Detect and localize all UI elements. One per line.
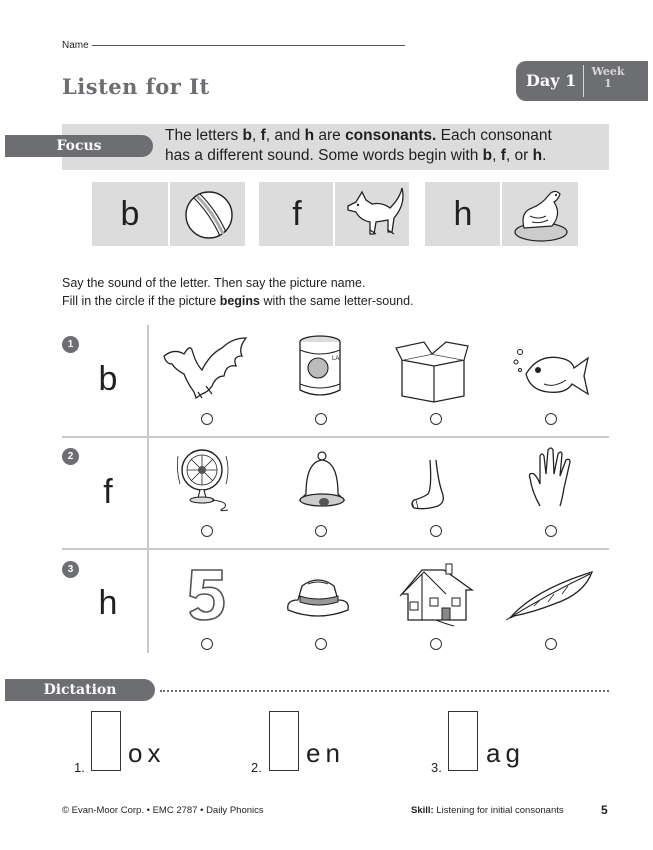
page-title: Listen for It: [62, 74, 210, 99]
hen-icon: [510, 184, 572, 244]
focus-text-part: ,: [252, 127, 261, 144]
dictation-number: 1.: [74, 760, 85, 775]
foot-icon: [408, 458, 464, 512]
focus-text-part: Each consonant: [436, 127, 552, 144]
answer-circle[interactable]: [430, 413, 442, 425]
focus-letter-b: b: [482, 147, 493, 164]
dictation-answer-box[interactable]: [91, 711, 121, 771]
row-letter: f: [103, 473, 113, 511]
footer-skill: [411, 805, 564, 816]
box-icon: [396, 340, 470, 402]
answer-circle[interactable]: [430, 638, 442, 650]
focus-text-part: has a different sound. Some words begin with: [165, 147, 483, 164]
day-label: Day 1: [526, 71, 577, 90]
bell-icon: [296, 450, 348, 512]
row-number: 3: [62, 561, 79, 578]
dictation-number: 2.: [251, 760, 262, 775]
instructions-text: Fill in the circle if the picture: [62, 294, 220, 308]
hat-icon: [284, 574, 352, 624]
svg-text:LA: LA: [332, 356, 340, 362]
row-divider: [62, 436, 609, 438]
week-number: 1: [604, 77, 612, 90]
answer-circle[interactable]: [315, 525, 327, 537]
dictation-dotted-line: [160, 690, 609, 692]
focus-letter-h: h: [304, 127, 315, 144]
ball-icon: [180, 188, 238, 242]
example-divider: [333, 182, 335, 246]
hand-icon: [526, 444, 576, 512]
dictation-answer-box[interactable]: [448, 711, 478, 771]
name-label: Name: [62, 40, 89, 51]
instructions-keyword: begins: [219, 294, 260, 308]
bat-icon: [162, 334, 248, 400]
row-letter: h: [98, 584, 118, 622]
skill-label: Skill:: [411, 805, 434, 816]
focus-text-part: are: [314, 127, 346, 144]
badge-divider: [583, 65, 584, 97]
grid-vertical-line: [147, 325, 149, 653]
focus-letter-f: f: [500, 147, 506, 164]
fox-icon: [342, 184, 406, 244]
answer-circle[interactable]: [545, 525, 557, 537]
dictation-answer-box[interactable]: [269, 711, 299, 771]
name-field[interactable]: [62, 40, 405, 51]
focus-letter-b: b: [242, 127, 252, 144]
answer-circle[interactable]: [201, 638, 213, 650]
row-number: 2: [62, 448, 79, 465]
fish-icon: [512, 344, 590, 402]
answer-circle[interactable]: [315, 413, 327, 425]
answer-circle[interactable]: [545, 638, 557, 650]
focus-letter-f: f: [260, 127, 266, 144]
focus-text-part: , and: [265, 127, 305, 144]
row-letter: b: [98, 360, 118, 398]
instructions-text: with the same letter-sound.: [260, 294, 414, 308]
skill-text: Listening for initial consonants: [433, 805, 564, 816]
feather-icon: [504, 570, 596, 622]
week-label: [590, 66, 626, 90]
house-icon: [396, 564, 476, 626]
fan-icon: [172, 444, 238, 512]
example-divider: [168, 182, 170, 246]
answer-circle[interactable]: [201, 413, 213, 425]
name-line[interactable]: [92, 45, 405, 46]
focus-text: [165, 126, 610, 166]
page-number: 5: [601, 803, 608, 817]
dictation-word-ending: ag: [486, 738, 525, 768]
focus-text-part: .: [542, 147, 547, 164]
can-icon: [296, 334, 344, 400]
focus-keyword: consonants.: [345, 127, 437, 144]
example-divider: [500, 182, 502, 246]
dictation-word-ending: en: [306, 738, 345, 768]
example-letter: f: [292, 195, 302, 233]
example-letter: b: [120, 195, 140, 233]
focus-letter-h: h: [532, 147, 543, 164]
dictation-word-ending: ox: [128, 738, 166, 768]
answer-circle[interactable]: [315, 638, 327, 650]
focus-text-part: The letters: [165, 127, 243, 144]
five-icon: [186, 566, 228, 622]
focus-text-part: , or: [505, 147, 533, 164]
instructions: [62, 274, 414, 310]
footer-copyright: © Evan-Moor Corp. • EMC 2787 • Daily Phonics: [62, 805, 264, 816]
week-word: Week: [591, 65, 625, 78]
instructions-line1: Say the sound of the letter. Then say the picture name.: [62, 276, 366, 290]
answer-circle[interactable]: [545, 413, 557, 425]
row-number: 1: [62, 336, 79, 353]
example-letter: h: [453, 195, 473, 233]
answer-circle[interactable]: [430, 525, 442, 537]
row-divider: [62, 548, 609, 550]
day-badge: [516, 61, 648, 101]
focus-text-part: ,: [492, 147, 501, 164]
dictation-number: 3.: [431, 760, 442, 775]
focus-tab: Focus: [5, 135, 153, 157]
dictation-tab: Dictation: [5, 679, 155, 701]
answer-circle[interactable]: [201, 525, 213, 537]
